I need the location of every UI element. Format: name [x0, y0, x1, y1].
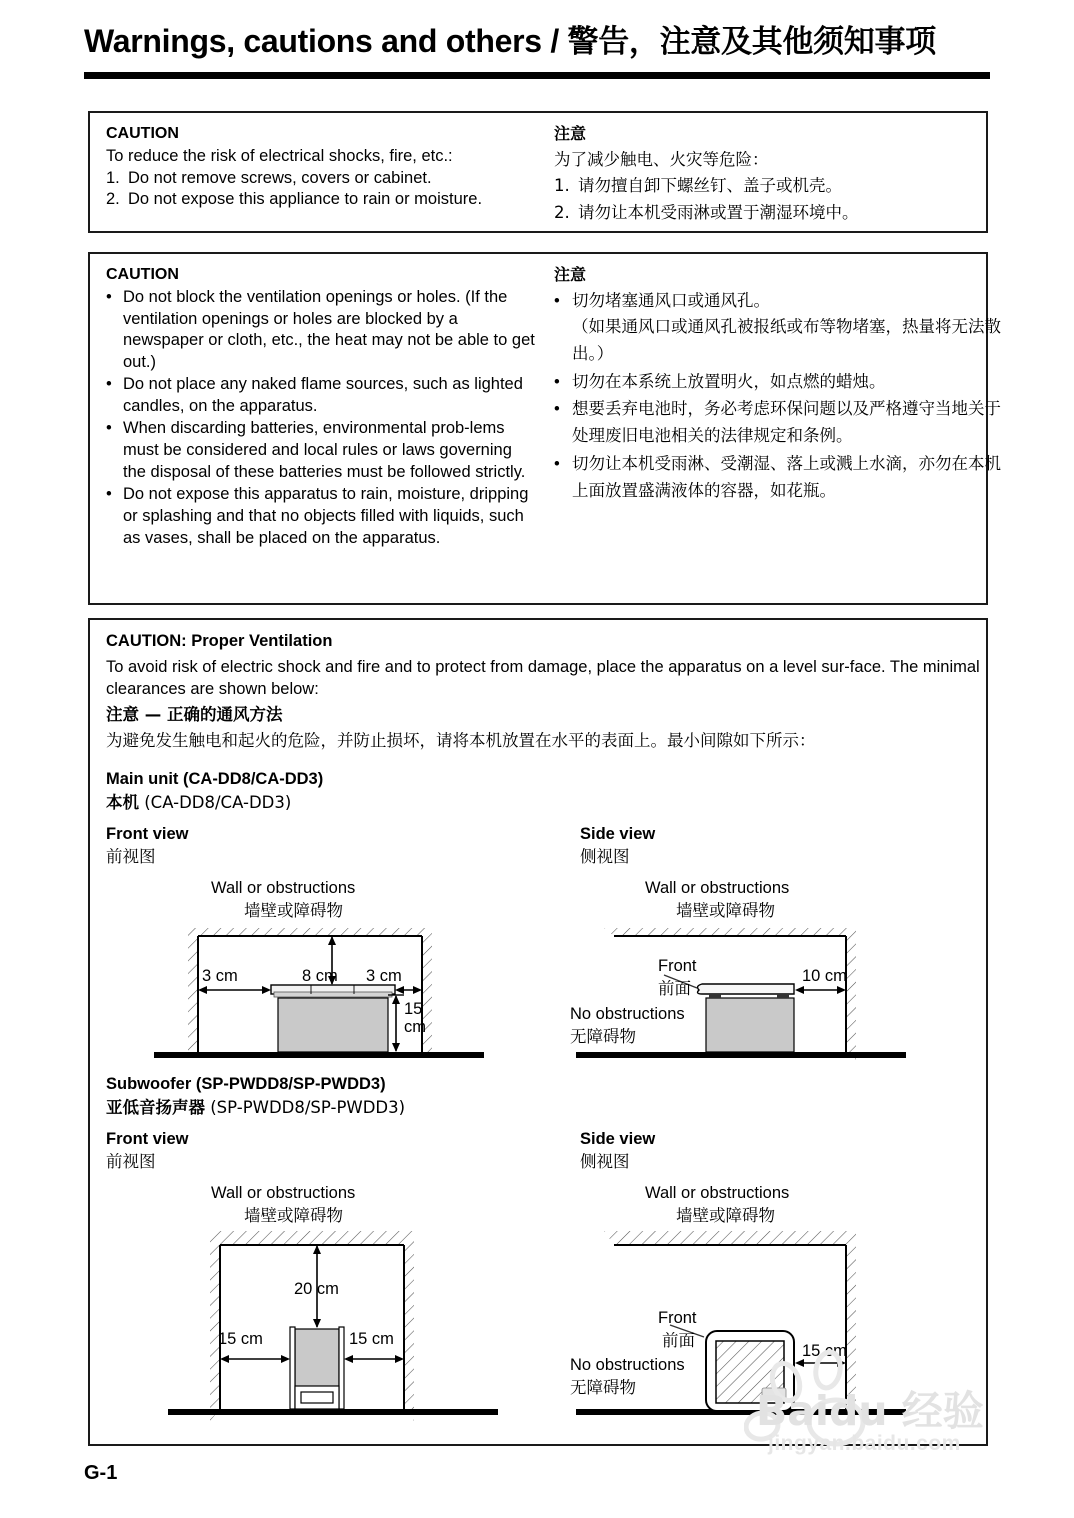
wall-label-en: Wall or obstructions [645, 879, 790, 897]
front-label-cn: 前面 [662, 1331, 695, 1350]
caution-box-1-english-column [106, 123, 536, 211]
wall-label-en: Wall or obstructions [645, 1184, 790, 1202]
caution-1-heading-cn: 注意 [554, 124, 587, 143]
subwoofer-side-view-label-en: Side view [580, 1130, 656, 1148]
title-underline-rule [84, 72, 990, 79]
main-unit-title-en: Main unit (CA-DD8/CA-DD3) [106, 770, 324, 788]
caution-box-2-english-column [106, 264, 536, 550]
main-unit-title-cn-bold: 本机 [106, 793, 139, 812]
main-unit-front-view-label-cn: 前视图 [106, 847, 156, 866]
list-item [554, 396, 1004, 449]
ventilation-intro-block [106, 630, 996, 754]
list-text: Do not expose this apparatus to rain, moisture, dripping or splashing and that no objects filled with liquids, such as vases, shall be placed on the apparatus. [123, 485, 529, 547]
caution-1-intro-en: To reduce the risk of electrical shocks, fire, etc.: [106, 146, 453, 165]
wall-label-en: Wall or obstructions [211, 1184, 356, 1202]
caution-2-heading-cn: 注意 [554, 265, 587, 284]
bullet-icon: • [106, 485, 112, 504]
list-text: 请勿让本机受雨淋或置于潮湿环境中。 [578, 203, 859, 223]
subwoofer-side-view-label-cn: 侧视图 [580, 1152, 630, 1171]
ventilation-heading-cn: 注意 — 正确的通风方法 [106, 704, 283, 724]
caution-box-2-chinese-column [554, 264, 1004, 505]
ventilation-body-cn: 为避免发生触电和起火的危险，并防止损坏，请将本机放置在水平的表面上。最小间隙如下所示： [106, 731, 816, 751]
main-unit-front-view-label-en: Front view [106, 825, 189, 843]
dimension-top-8cm: 8 cm [302, 967, 338, 985]
dimension-top-20cm: 20 cm [294, 1280, 339, 1298]
ventilation-heading-en: CAUTION: Proper Ventilation [106, 632, 333, 650]
no-obstructions-label-cn: 无障碍物 [570, 1027, 636, 1046]
main-unit-front-view-diagram [106, 878, 546, 1070]
list-item [554, 288, 1004, 368]
list-item [106, 287, 536, 375]
wall-label-en: Wall or obstructions [211, 879, 356, 897]
watermark-url: jingyan.baidu.com [768, 1432, 961, 1455]
list-number: 1. [106, 168, 120, 187]
caution-1-intro-cn: 为了减少触电、火灾等危险： [554, 149, 769, 169]
subwoofer-front-view-label-cn: 前视图 [106, 1152, 156, 1171]
main-unit-title-cn [106, 792, 291, 814]
list-text: Do not expose this appliance to rain or moisture. [128, 190, 483, 209]
list-text: Do not place any naked flame sources, such as lighted candles, on the apparatus. [123, 375, 523, 416]
page-title-english: Warnings, cautions and others / [84, 23, 559, 59]
list-item [106, 374, 536, 418]
bullet-icon: • [106, 287, 112, 306]
main-unit-side-view-label-en: Side view [580, 825, 656, 843]
wall-label-cn: 墙壁或障碍物 [244, 1206, 343, 1225]
caution-2-list-cn [554, 288, 1004, 505]
list-item [106, 168, 536, 190]
subwoofer-front-view-diagram [106, 1183, 546, 1433]
dimension-height-15cm-line1: 15 [404, 1000, 423, 1018]
caution-1-heading-en: CAUTION [106, 125, 179, 142]
dimension-height-15cm-line2: cm [404, 1018, 426, 1036]
dimension-right-15cm: 15 cm [349, 1330, 394, 1348]
list-number: 2. [554, 203, 570, 223]
list-subtext: （如果通风口或通风孔被报纸或布等物堵塞，热量将无法散出。） [572, 317, 1001, 364]
bullet-icon: • [554, 372, 560, 391]
ventilation-body-en: To avoid risk of electric shock and fire and to protect from damage, place the apparatus on a level sur-face. The minimal clearances are shown below: [106, 658, 980, 699]
list-item [554, 369, 1004, 396]
caution-box-ventilation-general [88, 252, 1001, 605]
watermark-brand: Baidu 经验 [756, 1387, 984, 1435]
caution-box-1-chinese-column [554, 123, 1004, 227]
subwoofer-title-en: Subwoofer (SP-PWDD8/SP-PWDD3) [106, 1075, 386, 1093]
page-title [84, 24, 990, 59]
list-text: 切勿在本系统上放置明火，如点燃的蜡烛。 [572, 371, 886, 391]
list-item [106, 418, 536, 484]
caution-box-electrical [88, 111, 988, 233]
subwoofer-side-view-diagram [566, 1183, 986, 1433]
page-title-chinese: 警告，注意及其他须知事项 [567, 24, 936, 60]
wall-label-cn: 墙壁或障碍物 [676, 901, 775, 920]
bullet-icon: • [554, 291, 560, 310]
main-unit-side-view-diagram [566, 878, 986, 1070]
list-item [106, 189, 536, 211]
caution-1-list-cn [554, 173, 1004, 226]
list-number: 1. [554, 176, 570, 196]
no-obstructions-label-en: No obstructions [570, 1005, 685, 1023]
bullet-icon: • [554, 400, 560, 419]
dimension-right-10cm: 10 cm [802, 967, 847, 985]
wall-label-cn: 墙壁或障碍物 [676, 1206, 775, 1225]
bullet-icon: • [106, 419, 112, 438]
list-item [554, 451, 1004, 504]
page-number: G-1 [84, 1462, 118, 1484]
list-text: Do not remove screws, covers or cabinet. [128, 168, 432, 187]
no-obstructions-label-cn: 无障碍物 [570, 1378, 636, 1397]
main-unit-side-view-label-cn: 侧视图 [580, 847, 630, 866]
dimension-left-3cm: 3 cm [202, 967, 238, 985]
dimension-right-15cm: 15 cm [802, 1342, 847, 1360]
list-text: 切勿让本机受雨淋、受潮湿、落上或溅上水滴，亦勿在本机上面放置盛满液体的容器，如花瓶。 [572, 453, 1001, 500]
list-item [106, 484, 536, 550]
list-number: 2. [106, 190, 120, 209]
caution-2-list-en [106, 287, 536, 550]
bullet-icon: • [106, 375, 112, 394]
main-unit-title-cn-model: (CA-DD8/CA-DD3) [139, 793, 292, 812]
subwoofer-title-cn [106, 1097, 405, 1119]
list-text: When discarding batteries, environmental prob-lems must be considered and local rules or laws governing the disposal of these batteries must be followed strictly. [123, 419, 526, 482]
dimension-right-3cm: 3 cm [366, 967, 402, 985]
caution-box-proper-ventilation [88, 618, 988, 1446]
list-text: 请勿擅自卸下螺丝钉、盖子或机壳。 [578, 176, 842, 196]
caution-2-heading-en: CAUTION [106, 266, 179, 283]
subwoofer-title-cn-model: (SP-PWDD8/SP-PWDD3) [205, 1098, 406, 1117]
list-item [554, 173, 1004, 200]
list-item [554, 200, 1004, 227]
no-obstructions-label-en: No obstructions [570, 1356, 685, 1374]
wall-label-cn: 墙壁或障碍物 [244, 901, 343, 920]
bullet-icon: • [554, 454, 560, 473]
list-text: Do not block the ventilation openings or holes. (If the ventilation openings or holes are blocked by a newspaper or cloth, etc., the heat may not be able to get out.) [123, 287, 535, 372]
subwoofer-front-view-label-en: Front view [106, 1130, 189, 1148]
front-label-en: Front [658, 957, 697, 975]
list-text: 切勿堵塞通风口或通风孔。 [572, 290, 770, 310]
subwoofer-title-cn-bold: 亚低音扬声器 [106, 1098, 205, 1117]
dimension-left-15cm: 15 cm [218, 1330, 263, 1348]
list-text: 想要丢弃电池时，务必考虑环保问题以及严格遵守当地关于处理废旧电池相关的法律规定和条例。 [572, 399, 1001, 446]
front-label-cn: 前面 [658, 979, 691, 998]
caution-1-list-en [106, 168, 536, 212]
front-label-en: Front [658, 1309, 697, 1327]
